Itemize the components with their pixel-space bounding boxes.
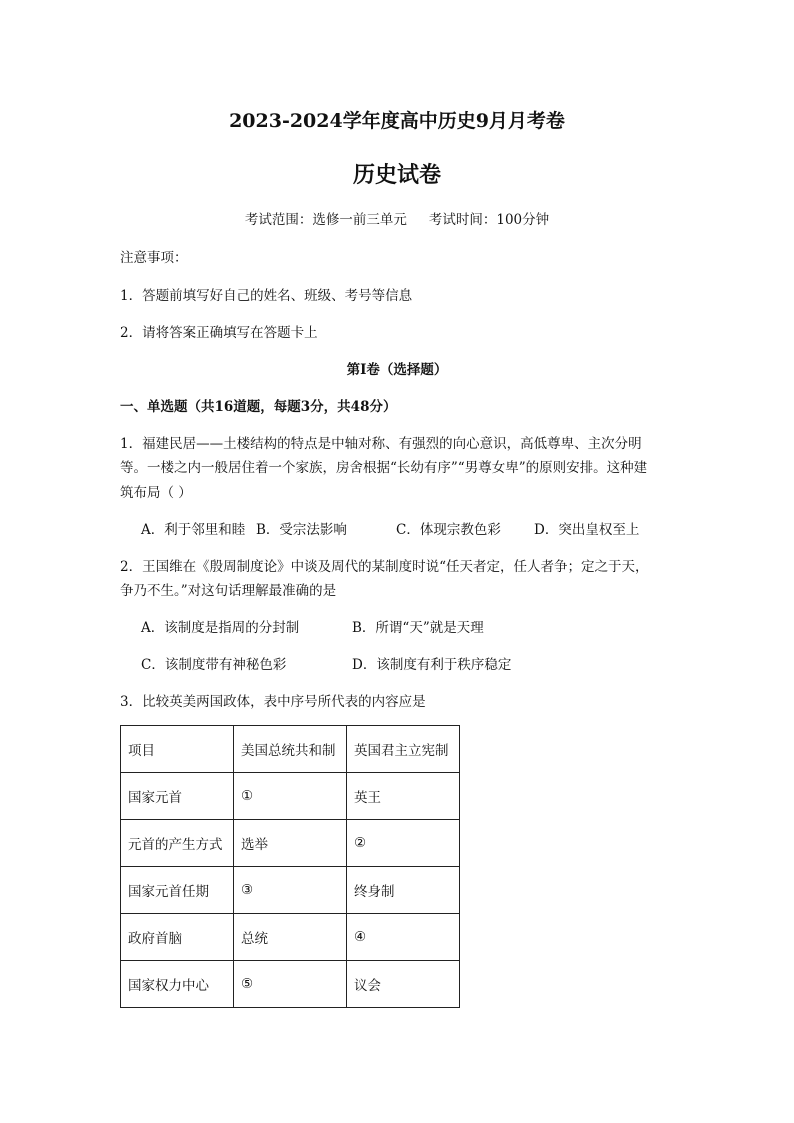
table-row xyxy=(121,867,460,914)
table-cell: 国家元首 xyxy=(121,773,234,820)
question-1-line: 筑布局（ ） xyxy=(120,485,192,501)
question-1-option-d: D．突出皇权至上 xyxy=(534,522,640,538)
exam-title: 2023-2024学年度高中历史9月月考卷 xyxy=(229,110,565,132)
table-cell: 议会 xyxy=(347,961,460,1008)
question-1-option-a: A．利于邻里和睦 xyxy=(141,522,246,538)
note-item: 1．答题前填写好自己的姓名、班级、考号等信息 xyxy=(120,288,413,304)
table-cell: 总统 xyxy=(234,914,347,961)
table-row xyxy=(121,773,460,820)
table-cell: 元首的产生方式 xyxy=(121,820,234,867)
question-2-option-b: B．所谓“天”就是天理 xyxy=(352,620,484,636)
table-row xyxy=(121,726,460,773)
notes-heading: 注意事项： xyxy=(120,250,188,266)
question-1-line: 等。一楼之内一般居住着一个家族，房舍根据“长幼有序”“男尊女卑”的原则安排。这种建 xyxy=(120,460,648,476)
table-cell: 政府首脑 xyxy=(121,914,234,961)
section-heading: 一、单选题（共16道题，每题3分，共48分） xyxy=(120,399,397,415)
question-3-line: 3．比较英美两国政体，表中序号所代表的内容应是 xyxy=(120,694,426,710)
exam-scope: 考试范围：选修一前三单元 xyxy=(244,212,407,228)
table-cell: ④ xyxy=(347,914,460,961)
question-2-line: 2．王国维在《殷周制度论》中谈及周代的某制度时说“任天者定，任人者争；定之于天， xyxy=(120,559,649,575)
table-cell: ⑤ xyxy=(234,961,347,1008)
table-row xyxy=(121,961,460,1008)
table-row xyxy=(121,820,460,867)
question-2-option-a: A．该制度是指周的分封制 xyxy=(141,620,300,636)
table-cell: 终身制 xyxy=(347,867,460,914)
table-cell: 英王 xyxy=(347,773,460,820)
table-cell: 选举 xyxy=(234,820,347,867)
table-cell: 美国总统共和制 xyxy=(234,726,347,773)
exam-info xyxy=(0,208,794,228)
question-2-option-d: D．该制度有利于秩序稳定 xyxy=(352,657,512,673)
exam-time: 考试时间：100分钟 xyxy=(428,212,550,228)
note-item: 2．请将答案正确填写在答题卡上 xyxy=(120,325,318,341)
table-row xyxy=(121,914,460,961)
table-cell: ② xyxy=(347,820,460,867)
question-1-option-b: B．受宗法影响 xyxy=(256,522,347,538)
table-cell: 项目 xyxy=(121,726,234,773)
question-1-line: 1．福建民居——土楼结构的特点是中轴对称、有强烈的向心意识，高低尊卑、主次分明 xyxy=(120,436,642,452)
table-cell: ③ xyxy=(234,867,347,914)
table-cell: 英国君主立宪制 xyxy=(347,726,460,773)
table-cell: 国家元首任期 xyxy=(121,867,234,914)
part-title: 第I卷（选择题） xyxy=(346,362,448,378)
table-cell: ① xyxy=(234,773,347,820)
table-cell: 国家权力中心 xyxy=(121,961,234,1008)
exam-subtitle: 历史试卷 xyxy=(352,162,441,188)
question-2-line: 争乃不生。”对这句话理解最准确的是 xyxy=(120,583,337,599)
question-1-option-c: C．体现宗教色彩 xyxy=(396,522,501,538)
question-2-option-c: C．该制度带有神秘色彩 xyxy=(141,657,287,673)
comparison-table xyxy=(120,725,460,1008)
